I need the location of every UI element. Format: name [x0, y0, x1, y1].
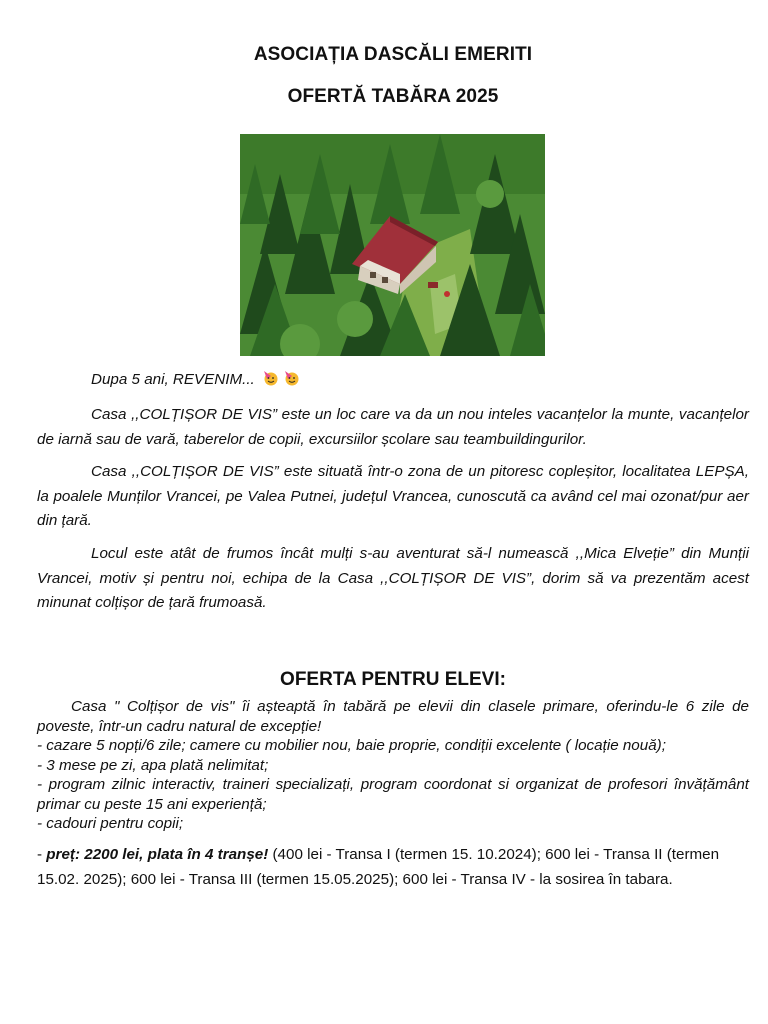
party-face-icon: [262, 370, 280, 386]
intro-text: Dupa 5 ani, REVENIM...: [91, 371, 255, 388]
party-face-icon: [283, 370, 301, 386]
list-item: - cadouri pentru copii;: [37, 815, 184, 832]
price-detail: (400 lei - Transa I (termen 15. 10.2024); 600 lei - Transa II (termen 15.02. 2025); 600 lei - Transa III (termen 15.05.2025); 600 lei - Transa IV - la sosirea în tabara.: [37, 846, 720, 888]
list-item: - program zilnic interactiv, traineri specializați, program coordonat si organizat de profesori învățământ primar cu peste 15 ani experiență;: [37, 776, 749, 813]
list-item: - 3 mese pe zi, apa plată nelimitat;: [37, 756, 269, 774]
offer-lead-text: Casa " Colțișor de vis" îi așteaptă în tabără pe elevii din clasele primare, oferindu-le 6 zile de poveste, într-un cadru natural de excepție!: [37, 698, 749, 735]
paragraph-location: [37, 460, 749, 534]
intro-line: [37, 368, 749, 393]
paragraph-description: [37, 403, 749, 452]
offer-heading: OFERTA PENTRU ELEVI:: [280, 669, 506, 690]
association-title: ASOCIAȚIA DASCĂLI EMERITI: [253, 44, 533, 65]
offer-details: [37, 697, 749, 834]
offer-title: OFERTĂ TABĂRA 2025: [287, 86, 499, 107]
paragraph-location-text: Casa ,,COLȚIȘOR DE VIS” este situată într-o zona de un pitoresc copleșitor, localitatea LEPȘA, la poalele Munților Vrancei, pe Valea Putnei, județul Vrancea, cunoscută ca având cel mai ozonat/pur aer din țară.: [37, 463, 749, 529]
paragraph-switzerland: [37, 542, 749, 616]
price-line: [37, 843, 749, 892]
paragraph-description-text: Casa ,,COLȚIȘOR DE VIS” este un loc care va da un nou inteles vacanțelor la munte, vacanțelor de iarnă sau de vară, taberelor de copii, excursiilor școlare sau teambuildingurilor.: [37, 406, 749, 448]
price-dash: -: [37, 846, 47, 863]
paragraph-switzerland-text: Locul este atât de frumos încât mulți s-au aventurat să-l numească ,,Mica Elveție” din Munții Vrancei, motiv și pentru noi, echipa de la Casa ,,COLȚIȘOR DE VIS”, dorim să va prezentăm acest minunat colțișor de țară frumoasă.: [37, 545, 749, 611]
chalet-in-forest-photo: [240, 134, 545, 356]
price-bold: preț: 2200 lei, plata în 4 tranșe!: [46, 846, 269, 863]
offer-lead: [37, 697, 749, 736]
list-item: - cazare 5 nopți/6 zile; camere cu mobilier nou, baie proprie, condiții excelente ( locație nouă);: [37, 737, 666, 754]
